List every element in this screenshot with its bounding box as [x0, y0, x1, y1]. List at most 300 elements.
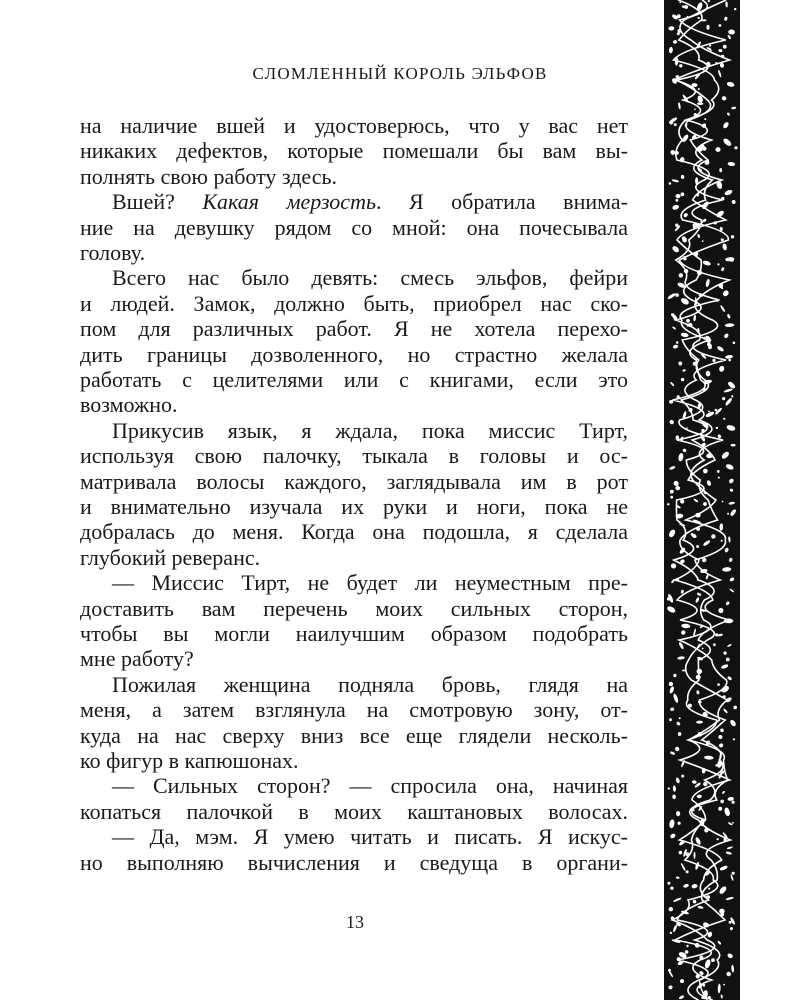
leaf [724, 807, 731, 817]
leaf [667, 292, 676, 300]
leaf [719, 523, 723, 531]
berry [686, 16, 688, 18]
leaf [675, 485, 681, 490]
leaf [731, 444, 736, 447]
leaf [702, 539, 711, 546]
leaf [728, 536, 731, 542]
text-line: но выполняю вычисления и сведуща в органи- [80, 849, 628, 875]
berry [733, 706, 737, 710]
leaf [676, 721, 681, 726]
text-line: на наличие вшей и удостоверюсь, что у вас нет [80, 113, 628, 138]
leaf [673, 674, 676, 678]
leaf [726, 971, 732, 977]
text-line: ние на девушку рядом со мной: она почесывала [80, 214, 628, 240]
berry [667, 597, 670, 600]
leaf [724, 619, 733, 624]
berry [667, 882, 670, 885]
leaf [725, 1, 728, 7]
leaf [727, 314, 731, 319]
leaf [672, 344, 678, 349]
text-line: полнять свою работу здесь. [80, 163, 338, 189]
leaf [672, 39, 677, 44]
leaf [668, 985, 673, 990]
leaf [725, 601, 730, 606]
berry [733, 342, 736, 345]
berry [670, 496, 673, 499]
leaf [696, 721, 703, 724]
berry [728, 359, 731, 362]
leaf [697, 700, 702, 704]
berry [732, 822, 734, 824]
leaf [729, 508, 737, 516]
leaf [719, 865, 728, 872]
berry [706, 380, 710, 384]
leaf [729, 926, 733, 930]
leaf [681, 175, 685, 180]
leaf [725, 463, 734, 471]
berry [718, 807, 722, 811]
leaf [717, 434, 722, 439]
leaf [672, 924, 677, 932]
berry [729, 921, 732, 924]
leaf [728, 501, 735, 505]
berry [708, 888, 710, 890]
leaf [725, 896, 734, 900]
leaf [697, 905, 703, 909]
berry [693, 362, 697, 366]
text-line: добралась до меня. Когда она подошла, я сделала [80, 519, 628, 545]
berry [667, 503, 669, 505]
leaf [722, 121, 730, 129]
leaf [669, 686, 675, 694]
leaf [727, 676, 732, 681]
berry [704, 609, 707, 612]
leaf [680, 589, 684, 594]
berry [675, 151, 679, 155]
leaf [718, 984, 721, 994]
leaf [704, 159, 711, 166]
leaf [725, 355, 733, 360]
berry [708, 345, 712, 349]
berry [674, 123, 677, 126]
text-line: доставить вам перечень моих сильных сторон, [80, 595, 628, 621]
leaf [694, 72, 701, 79]
leaf [727, 381, 736, 390]
leaf [718, 49, 723, 53]
berry [709, 45, 711, 47]
leaf [723, 333, 729, 339]
berry [676, 436, 679, 439]
berry [727, 513, 729, 515]
berry [711, 958, 715, 962]
berry [679, 64, 682, 67]
leaf [684, 123, 687, 127]
leaf [697, 234, 701, 239]
berry [734, 146, 737, 149]
leaf [696, 269, 702, 275]
leaf [721, 663, 729, 669]
berry [708, 0, 710, 2]
leaf [717, 940, 721, 945]
berry [708, 996, 711, 999]
leaf [722, 243, 728, 251]
leaf [728, 557, 733, 562]
leaf [700, 19, 706, 21]
leaf [706, 25, 709, 30]
text-run: . Я обратила внима- [375, 189, 628, 215]
berry [686, 945, 688, 947]
leaf [718, 735, 722, 739]
berry [679, 2, 681, 4]
leaf [669, 419, 675, 425]
leaf [723, 388, 733, 393]
berry [693, 900, 697, 904]
leaf [718, 885, 727, 895]
leaf [729, 488, 733, 492]
leaf [673, 785, 677, 792]
berry [731, 235, 734, 238]
berry [671, 313, 674, 316]
berry [702, 240, 704, 242]
leaf [704, 959, 712, 969]
berry [726, 658, 730, 662]
leaf [694, 852, 696, 859]
berry [704, 118, 706, 120]
leaf [697, 102, 704, 105]
leaf [727, 797, 734, 802]
berry [669, 682, 673, 686]
leaf [705, 411, 715, 419]
leaf [693, 315, 696, 322]
text-line: Пожилая женщина подняла бровь, глядя на [112, 671, 628, 697]
text-line: никаких дефектов, которые помешали бы вам вы- [80, 138, 628, 164]
leaf [681, 623, 690, 628]
berry [675, 224, 678, 227]
berry [721, 287, 723, 289]
leaf [669, 47, 673, 54]
berry [730, 258, 734, 262]
berry [720, 729, 724, 733]
leaf [691, 884, 698, 889]
leaf [682, 369, 686, 372]
berry [717, 263, 719, 265]
berry [696, 974, 700, 978]
berry [712, 359, 715, 362]
leaf [723, 651, 728, 656]
leaf [671, 179, 679, 183]
leaf [728, 29, 735, 34]
leaf [718, 608, 724, 614]
leaf [680, 863, 686, 872]
leaf [682, 448, 687, 453]
leaf [678, 361, 683, 366]
leaf [718, 743, 723, 748]
leaf [729, 588, 735, 593]
berry [681, 378, 684, 381]
leaf [720, 994, 723, 998]
leaf [681, 630, 686, 635]
emphasis-text: Какая мерзость [202, 189, 376, 215]
leaf [730, 874, 734, 881]
berry [693, 225, 696, 228]
leaf [672, 794, 676, 799]
leaf [727, 952, 734, 959]
berry [708, 411, 710, 413]
berry [724, 838, 727, 841]
leaf [677, 656, 685, 660]
leaf [671, 245, 680, 254]
leaf [678, 102, 681, 109]
leaf [697, 592, 702, 597]
berry [680, 979, 684, 983]
berry [676, 341, 679, 344]
berry [693, 809, 695, 811]
berry [685, 950, 689, 954]
leaf [692, 780, 697, 784]
berry [697, 579, 699, 581]
berry [721, 611, 723, 613]
leaf [716, 345, 724, 352]
leaf [727, 112, 731, 116]
leaf [702, 260, 711, 267]
leaf [678, 732, 682, 736]
leaf [705, 371, 710, 377]
berry [731, 395, 733, 397]
leaf [695, 597, 700, 603]
berry [703, 782, 707, 786]
text-line: мне работу? [80, 646, 194, 672]
leaf [668, 26, 674, 31]
leaf [725, 323, 735, 327]
leaf [724, 16, 728, 21]
berry [720, 800, 724, 804]
leaf [672, 204, 680, 210]
berry [688, 704, 692, 708]
berry [676, 199, 679, 202]
berry [714, 221, 717, 224]
leaf [694, 942, 701, 948]
berry [686, 427, 688, 429]
leaf [722, 289, 730, 297]
berry [684, 269, 688, 273]
berry [679, 717, 681, 719]
text-line: используя свою палочку, тыкала в головы и ос- [80, 443, 628, 469]
berry [676, 483, 678, 485]
leaf [670, 381, 675, 386]
berry [702, 771, 705, 774]
berry [669, 182, 672, 185]
berry [702, 984, 705, 987]
berry [732, 801, 735, 804]
berry [701, 221, 703, 223]
berry [723, 984, 725, 986]
leaf [678, 995, 684, 1000]
berry [676, 578, 679, 581]
leaf [725, 851, 732, 855]
berry [733, 738, 735, 740]
leaf [672, 326, 676, 330]
berry [681, 192, 685, 196]
leaf [666, 605, 676, 614]
berry [691, 533, 694, 536]
text-line: пом для различных работ. Я не хотела перехо- [80, 316, 628, 342]
leaf [670, 751, 676, 755]
berry [669, 120, 673, 124]
leaf [721, 450, 731, 460]
berry [669, 907, 673, 911]
floral-vine-border-icon [664, 0, 740, 1000]
text-line: меня, а затем взглянула на смотровую зону, от- [80, 697, 628, 723]
text-line: куда на нас сверху вниз все еще глядели несколь- [80, 722, 628, 748]
leaf [721, 96, 726, 101]
leaf [724, 189, 733, 196]
leaf [674, 746, 680, 752]
berry [679, 851, 683, 855]
berry [679, 521, 681, 523]
berry [668, 969, 671, 972]
running-title: СЛОМЛЕННЫЙ КОРОЛЬ ЭЛЬФОВ [252, 64, 548, 83]
berry [686, 319, 690, 323]
page-number: 13 [346, 912, 364, 932]
berry [688, 408, 692, 412]
leaf [729, 719, 737, 727]
leaf [718, 69, 722, 77]
leaf [718, 365, 725, 372]
leaf [680, 332, 688, 338]
leaf [681, 236, 688, 244]
berry [715, 764, 717, 766]
leaf [673, 897, 682, 903]
leaf [675, 777, 680, 784]
berry [723, 418, 725, 420]
text-line: — Да, мэм. Я умею читать и писать. Я искус- [112, 824, 628, 850]
leaf [669, 833, 676, 840]
berry [703, 123, 706, 126]
berry [711, 534, 715, 538]
text-line: матривала волосы каждого, заглядывала им в рот [80, 468, 628, 494]
leaf [722, 137, 732, 147]
berry [717, 470, 720, 473]
leaf [727, 161, 735, 166]
text-line: Всего нас было девять: смесь эльфов, фейри [112, 265, 628, 291]
leaf [716, 760, 723, 769]
text-line: и людей. Замок, должно быть, приобрел нас ско- [80, 290, 628, 316]
leaf [731, 106, 736, 109]
berry [686, 870, 689, 873]
text-run: Вшей? [112, 189, 203, 215]
leaf [676, 876, 680, 879]
berry [721, 540, 723, 542]
berry [716, 299, 719, 302]
leaf [695, 674, 701, 680]
text-line: Прикусив язык, я ждала, пока миссис Тирт, [112, 417, 628, 443]
leaf [679, 523, 686, 527]
berry [721, 913, 725, 917]
leaf [722, 790, 726, 794]
berry [702, 648, 704, 650]
berry [698, 88, 700, 90]
berry [716, 427, 718, 429]
berry [720, 770, 724, 774]
leaf [676, 811, 681, 817]
leaf [678, 453, 684, 462]
berry [710, 50, 712, 52]
leaf [669, 465, 676, 470]
berry [713, 643, 716, 646]
berry [675, 293, 679, 297]
leaf [675, 194, 680, 199]
leaf [704, 755, 714, 759]
berry [722, 397, 725, 400]
leaf [727, 846, 734, 850]
berry [701, 570, 704, 573]
berry [696, 527, 700, 531]
leaf [715, 147, 720, 152]
leaf [727, 644, 732, 648]
leaf [727, 34, 731, 39]
berry [719, 24, 722, 27]
text-line: — Сильных сторон? — спросила она, начиная [112, 773, 628, 799]
text-line [80, 188, 628, 216]
leaf [720, 305, 726, 313]
leaf [724, 397, 732, 406]
leaf [721, 267, 725, 272]
leaf [681, 134, 690, 144]
berry [717, 838, 719, 840]
leaf [726, 81, 735, 87]
berry [703, 502, 707, 506]
berry [670, 932, 672, 934]
berry [678, 822, 681, 825]
leaf [718, 633, 723, 636]
berry [698, 17, 700, 19]
berry [677, 957, 681, 961]
berry [701, 145, 705, 149]
text-line: и внимательно изучала их руки и ноги, пока не [80, 494, 628, 519]
berry [694, 109, 696, 111]
berry [701, 429, 704, 432]
berry [715, 633, 718, 636]
berry [723, 45, 727, 49]
berry [717, 683, 720, 686]
berry [718, 477, 720, 479]
leaf [668, 529, 677, 539]
leaf [693, 498, 698, 503]
berry [687, 324, 690, 327]
leaf [683, 212, 689, 218]
leaf [683, 883, 690, 888]
berry [670, 887, 673, 890]
berry [732, 872, 735, 875]
berry [703, 337, 706, 340]
leaf [697, 669, 703, 674]
leaf [669, 819, 675, 829]
text-line: чтобы вы могли наилучшим образом подобрать [80, 621, 628, 646]
leaf [731, 965, 734, 973]
berry [701, 996, 704, 999]
text-line: возможно. [80, 392, 178, 418]
text-line: голову. [80, 240, 146, 265]
text-line: работать с целителями или с книгами, если это [80, 367, 628, 392]
berry [722, 501, 724, 503]
berry [686, 852, 690, 856]
berry [715, 409, 718, 412]
berry [715, 62, 717, 64]
berry [721, 55, 724, 58]
berry [680, 499, 684, 503]
leaf [705, 279, 710, 288]
text-line: дить границы дозволенного, но страстно желала [80, 341, 628, 367]
